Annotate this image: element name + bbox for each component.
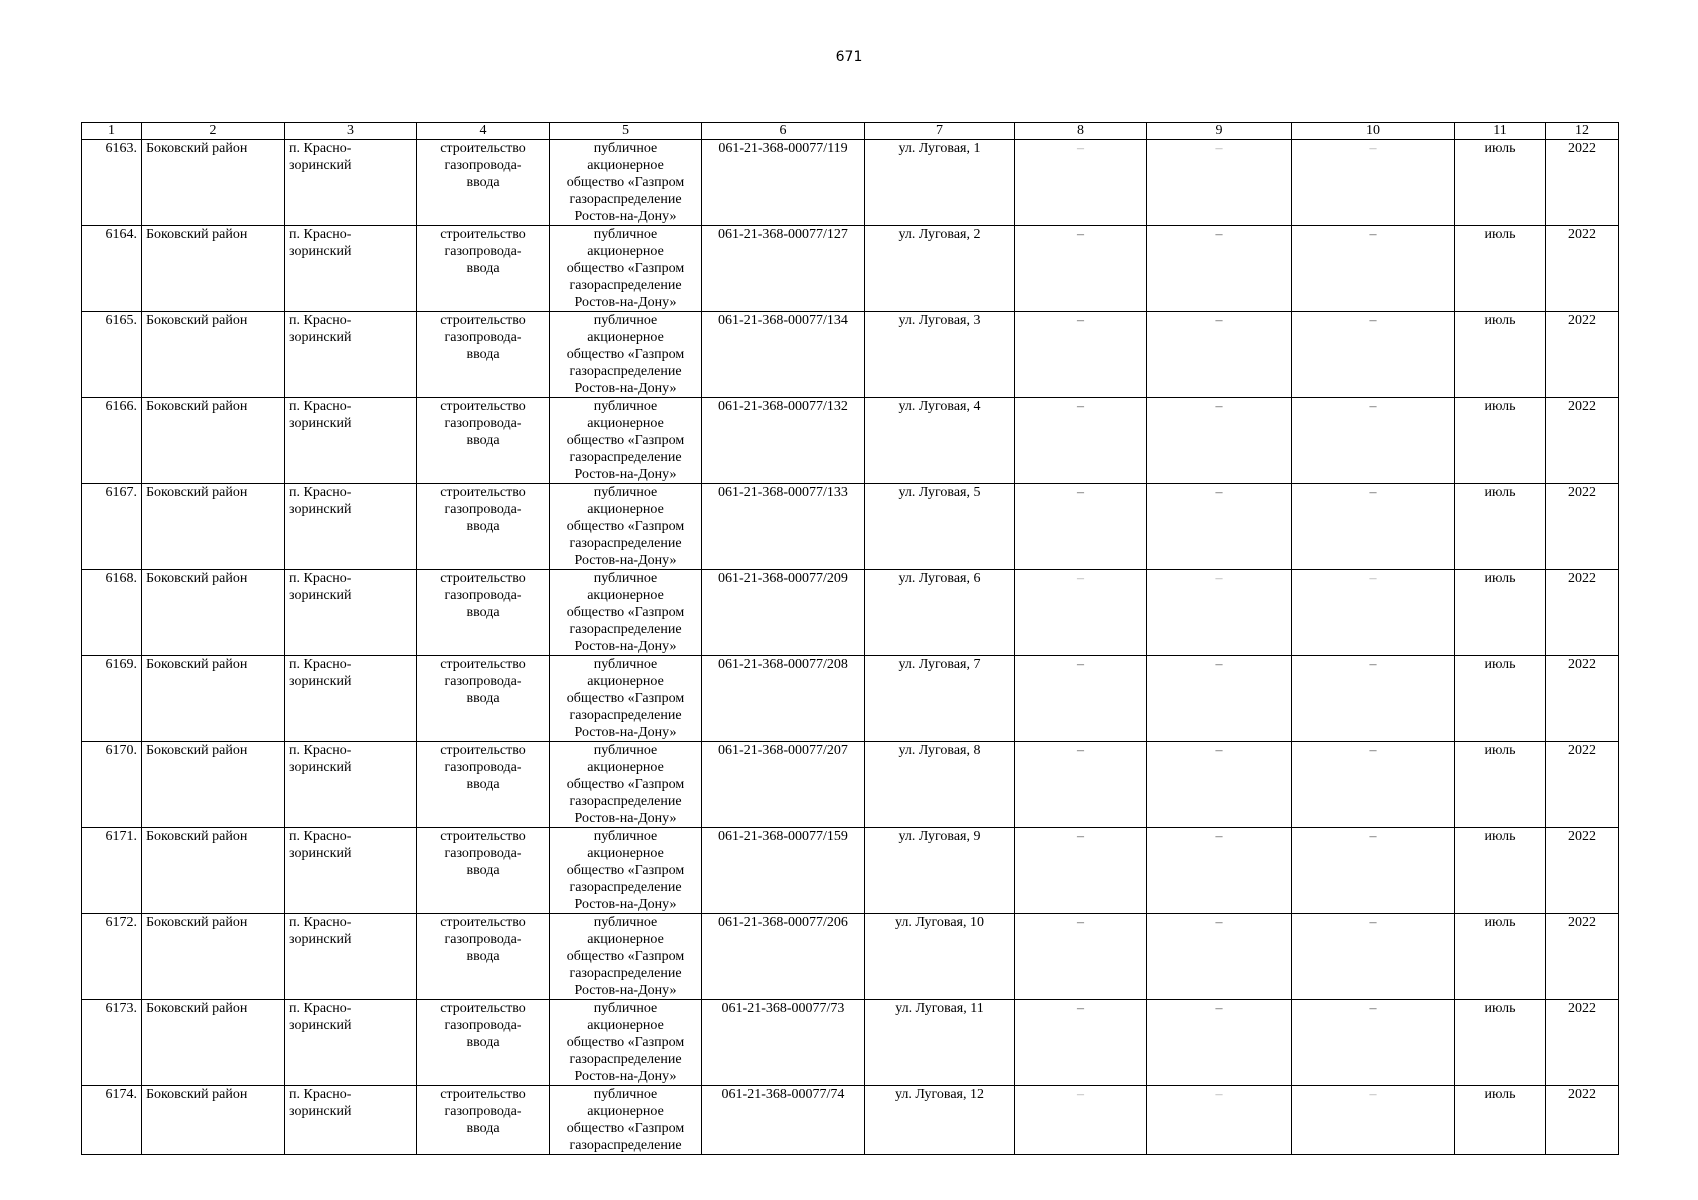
year-cell: 2022 (1546, 398, 1619, 484)
row-number: 6171. (82, 828, 142, 914)
settlement-cell: п. Красно- зоринский (285, 140, 417, 226)
row-number: 6174. (82, 1086, 142, 1155)
month-cell: июль (1455, 656, 1546, 742)
organization-cell: публичное акционерное общество «Газпром газораспределение Ростов-на-Дону» (550, 398, 702, 484)
table-row (82, 570, 1619, 656)
column-8-cell: – (1015, 398, 1147, 484)
organization-cell: публичное акционерное общество «Газпром газораспределение Ростов-на-Дону» (550, 570, 702, 656)
column-10-cell: – (1292, 914, 1455, 1000)
organization-cell: публичное акционерное общество «Газпром газораспределение Ростов-на-Дону» (550, 656, 702, 742)
work-type-cell: строительство газопровода- ввода (417, 140, 550, 226)
table-row (82, 312, 1619, 398)
address-cell: ул. Луговая, 10 (865, 914, 1015, 1000)
row-number: 6173. (82, 1000, 142, 1086)
row-number: 6170. (82, 742, 142, 828)
column-10-cell: – (1292, 1086, 1455, 1155)
column-9-cell: – (1147, 656, 1292, 742)
column-header: 11 (1455, 123, 1546, 140)
column-8-cell: – (1015, 484, 1147, 570)
column-10-cell: – (1292, 828, 1455, 914)
register-table (81, 122, 1619, 1155)
table-row (82, 398, 1619, 484)
work-type-cell: строительство газопровода- ввода (417, 484, 550, 570)
table-row (82, 1086, 1619, 1155)
year-cell: 2022 (1546, 914, 1619, 1000)
column-8-cell: – (1015, 570, 1147, 656)
column-8-cell: – (1015, 742, 1147, 828)
year-cell: 2022 (1546, 140, 1619, 226)
column-10-cell: – (1292, 570, 1455, 656)
column-header: 2 (142, 123, 285, 140)
column-header: 4 (417, 123, 550, 140)
table-row (82, 484, 1619, 570)
settlement-cell: п. Красно- зоринский (285, 484, 417, 570)
column-header: 3 (285, 123, 417, 140)
address-cell: ул. Луговая, 9 (865, 828, 1015, 914)
month-cell: июль (1455, 226, 1546, 312)
column-9-cell: – (1147, 742, 1292, 828)
organization-cell: публичное акционерное общество «Газпром газораспределение Ростов-на-Дону» (550, 828, 702, 914)
address-cell: ул. Луговая, 5 (865, 484, 1015, 570)
column-8-cell: – (1015, 914, 1147, 1000)
year-cell: 2022 (1546, 570, 1619, 656)
month-cell: июль (1455, 398, 1546, 484)
month-cell: июль (1455, 1086, 1546, 1155)
table-row (82, 742, 1619, 828)
address-cell: ул. Луговая, 6 (865, 570, 1015, 656)
settlement-cell: п. Красно- зоринский (285, 1000, 417, 1086)
work-type-cell: строительство газопровода- ввода (417, 742, 550, 828)
registration-code-cell: 061-21-368-00077/207 (702, 742, 865, 828)
table-row (82, 656, 1619, 742)
column-header: 5 (550, 123, 702, 140)
organization-cell: публичное акционерное общество «Газпром газораспределение Ростов-на-Дону» (550, 226, 702, 312)
address-cell: ул. Луговая, 1 (865, 140, 1015, 226)
header-row (82, 123, 1619, 140)
year-cell: 2022 (1546, 312, 1619, 398)
row-number: 6163. (82, 140, 142, 226)
table-row (82, 828, 1619, 914)
organization-cell: публичное акционерное общество «Газпром газораспределение Ростов-на-Дону» (550, 484, 702, 570)
settlement-cell: п. Красно- зоринский (285, 1086, 417, 1155)
column-10-cell: – (1292, 742, 1455, 828)
registration-code-cell: 061-21-368-00077/73 (702, 1000, 865, 1086)
table-body (82, 123, 1619, 1155)
year-cell: 2022 (1546, 1000, 1619, 1086)
district-cell: Боковский район (142, 656, 285, 742)
work-type-cell: строительство газопровода- ввода (417, 1000, 550, 1086)
address-cell: ул. Луговая, 12 (865, 1086, 1015, 1155)
work-type-cell: строительство газопровода- ввода (417, 226, 550, 312)
table-row (82, 1000, 1619, 1086)
year-cell: 2022 (1546, 742, 1619, 828)
column-8-cell: – (1015, 828, 1147, 914)
organization-cell: публичное акционерное общество «Газпром газораспределение Ростов-на-Дону» (550, 140, 702, 226)
month-cell: июль (1455, 484, 1546, 570)
row-number: 6172. (82, 914, 142, 1000)
district-cell: Боковский район (142, 398, 285, 484)
row-number: 6168. (82, 570, 142, 656)
work-type-cell: строительство газопровода- ввода (417, 398, 550, 484)
column-9-cell: – (1147, 312, 1292, 398)
column-8-cell: – (1015, 1000, 1147, 1086)
column-header: 10 (1292, 123, 1455, 140)
settlement-cell: п. Красно- зоринский (285, 312, 417, 398)
organization-cell: публичное акционерное общество «Газпром газораспределение (550, 1086, 702, 1155)
address-cell: ул. Луговая, 8 (865, 742, 1015, 828)
district-cell: Боковский район (142, 484, 285, 570)
district-cell: Боковский район (142, 140, 285, 226)
row-number: 6169. (82, 656, 142, 742)
registration-code-cell: 061-21-368-00077/134 (702, 312, 865, 398)
column-10-cell: – (1292, 1000, 1455, 1086)
year-cell: 2022 (1546, 226, 1619, 312)
table-row (82, 140, 1619, 226)
settlement-cell: п. Красно- зоринский (285, 570, 417, 656)
month-cell: июль (1455, 570, 1546, 656)
column-header: 7 (865, 123, 1015, 140)
settlement-cell: п. Красно- зоринский (285, 398, 417, 484)
organization-cell: публичное акционерное общество «Газпром газораспределение Ростов-на-Дону» (550, 914, 702, 1000)
settlement-cell: п. Красно- зоринский (285, 914, 417, 1000)
year-cell: 2022 (1546, 484, 1619, 570)
registration-code-cell: 061-21-368-00077/132 (702, 398, 865, 484)
column-8-cell: – (1015, 140, 1147, 226)
column-9-cell: – (1147, 140, 1292, 226)
column-10-cell: – (1292, 140, 1455, 226)
work-type-cell: строительство газопровода- ввода (417, 828, 550, 914)
settlement-cell: п. Красно- зоринский (285, 226, 417, 312)
work-type-cell: строительство газопровода- ввода (417, 1086, 550, 1155)
district-cell: Боковский район (142, 1000, 285, 1086)
registration-code-cell: 061-21-368-00077/127 (702, 226, 865, 312)
address-cell: ул. Луговая, 3 (865, 312, 1015, 398)
column-8-cell: – (1015, 312, 1147, 398)
district-cell: Боковский район (142, 1086, 285, 1155)
year-cell: 2022 (1546, 1086, 1619, 1155)
registration-code-cell: 061-21-368-00077/74 (702, 1086, 865, 1155)
column-header: 12 (1546, 123, 1619, 140)
column-9-cell: – (1147, 914, 1292, 1000)
column-10-cell: – (1292, 398, 1455, 484)
column-9-cell: – (1147, 484, 1292, 570)
table-row (82, 914, 1619, 1000)
column-header: 8 (1015, 123, 1147, 140)
column-8-cell: – (1015, 226, 1147, 312)
column-10-cell: – (1292, 484, 1455, 570)
row-number: 6166. (82, 398, 142, 484)
district-cell: Боковский район (142, 914, 285, 1000)
month-cell: июль (1455, 140, 1546, 226)
settlement-cell: п. Красно- зоринский (285, 742, 417, 828)
organization-cell: публичное акционерное общество «Газпром газораспределение Ростов-на-Дону» (550, 742, 702, 828)
column-8-cell: – (1015, 1086, 1147, 1155)
year-cell: 2022 (1546, 656, 1619, 742)
column-9-cell: – (1147, 570, 1292, 656)
district-cell: Боковский район (142, 828, 285, 914)
registration-code-cell: 061-21-368-00077/208 (702, 656, 865, 742)
row-number: 6167. (82, 484, 142, 570)
column-header: 9 (1147, 123, 1292, 140)
work-type-cell: строительство газопровода- ввода (417, 312, 550, 398)
column-10-cell: – (1292, 656, 1455, 742)
table-row (82, 226, 1619, 312)
work-type-cell: строительство газопровода- ввода (417, 570, 550, 656)
registration-code-cell: 061-21-368-00077/133 (702, 484, 865, 570)
registration-code-cell: 061-21-368-00077/209 (702, 570, 865, 656)
column-9-cell: – (1147, 1086, 1292, 1155)
district-cell: Боковский район (142, 742, 285, 828)
column-9-cell: – (1147, 828, 1292, 914)
settlement-cell: п. Красно- зоринский (285, 828, 417, 914)
registration-code-cell: 061-21-368-00077/206 (702, 914, 865, 1000)
organization-cell: публичное акционерное общество «Газпром газораспределение Ростов-на-Дону» (550, 1000, 702, 1086)
month-cell: июль (1455, 828, 1546, 914)
registration-code-cell: 061-21-368-00077/159 (702, 828, 865, 914)
work-type-cell: строительство газопровода- ввода (417, 914, 550, 1000)
column-9-cell: – (1147, 1000, 1292, 1086)
month-cell: июль (1455, 1000, 1546, 1086)
column-header: 6 (702, 123, 865, 140)
column-10-cell: – (1292, 226, 1455, 312)
column-8-cell: – (1015, 656, 1147, 742)
district-cell: Боковский район (142, 570, 285, 656)
month-cell: июль (1455, 742, 1546, 828)
month-cell: июль (1455, 914, 1546, 1000)
settlement-cell: п. Красно- зоринский (285, 656, 417, 742)
district-cell: Боковский район (142, 226, 285, 312)
district-cell: Боковский район (142, 312, 285, 398)
registration-code-cell: 061-21-368-00077/119 (702, 140, 865, 226)
organization-cell: публичное акционерное общество «Газпром газораспределение Ростов-на-Дону» (550, 312, 702, 398)
address-cell: ул. Луговая, 2 (865, 226, 1015, 312)
year-cell: 2022 (1546, 828, 1619, 914)
column-9-cell: – (1147, 398, 1292, 484)
address-cell: ул. Луговая, 7 (865, 656, 1015, 742)
row-number: 6164. (82, 226, 142, 312)
column-10-cell: – (1292, 312, 1455, 398)
address-cell: ул. Луговая, 11 (865, 1000, 1015, 1086)
address-cell: ул. Луговая, 4 (865, 398, 1015, 484)
column-header: 1 (82, 123, 142, 140)
row-number: 6165. (82, 312, 142, 398)
work-type-cell: строительство газопровода- ввода (417, 656, 550, 742)
column-9-cell: – (1147, 226, 1292, 312)
page-number: 671 (835, 49, 863, 65)
month-cell: июль (1455, 312, 1546, 398)
